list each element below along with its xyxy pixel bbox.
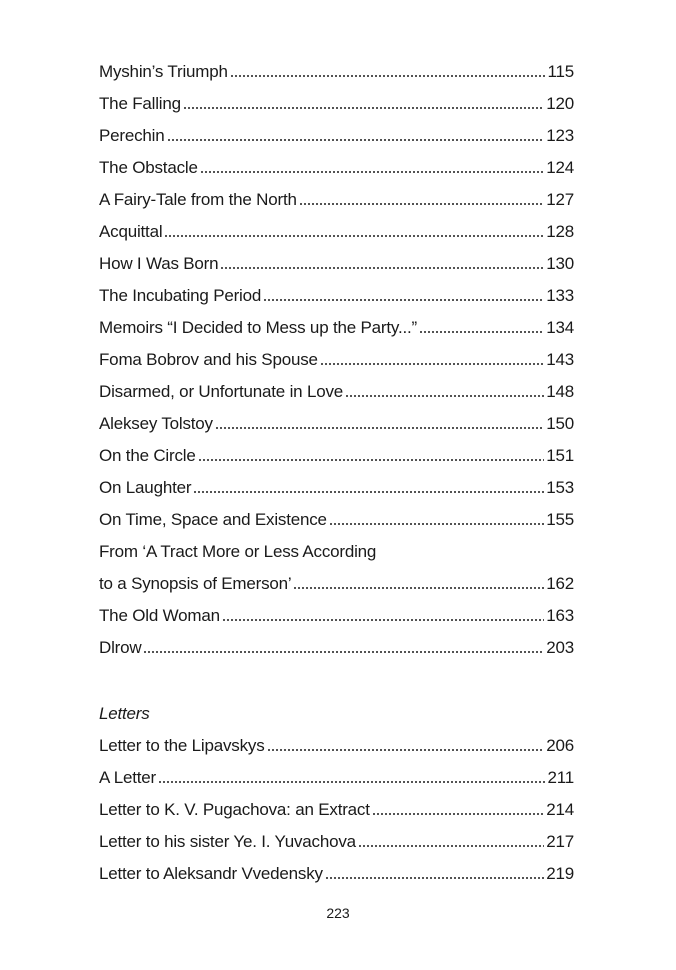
toc-entry-title: Memoirs “I Decided to Mess up the Party...” [99,318,417,337]
toc-entry [99,184,574,216]
toc-entry-title: Dlrow [99,638,142,657]
toc-entry [99,56,574,88]
toc-entry [99,762,574,794]
toc-entry [99,440,574,472]
toc-entry [99,216,574,248]
dot-leader [230,75,546,77]
toc-entry-page: 143 [546,350,574,369]
dot-leader [329,523,544,525]
toc-entry [99,858,574,890]
toc-entry-page: 217 [546,832,574,851]
toc-entry-page: 148 [546,382,574,401]
toc-entry-page: 128 [546,222,574,241]
toc-entry-title: Perechin [99,126,165,145]
toc-entry-page: 127 [546,190,574,209]
toc-entry-page: 155 [546,510,574,529]
toc-entry-title: On Time, Space and Existence [99,510,327,529]
dot-leader [200,171,545,173]
toc-entry-page: 203 [546,638,574,657]
toc-entry-page: 130 [546,254,574,273]
section-spacer [99,664,574,698]
toc-list [99,56,574,664]
toc-entry [99,248,574,280]
toc-entry-title: The Incubating Period [99,286,262,305]
toc-entry-title: A Letter [99,768,156,787]
toc-entry-page: 133 [546,286,574,305]
dot-leader [419,331,544,333]
toc-entry [99,344,574,376]
toc-entry-title: Letter to the Lipavskys [99,736,265,755]
toc-entry-page: 211 [547,768,574,787]
toc-entry [99,826,574,858]
toc-entry-page: 163 [546,606,574,625]
toc-entry-title: Acquittal [99,222,163,241]
toc-entry [99,472,574,504]
toc-entry [99,600,574,632]
toc-entry [99,312,574,344]
toc-entry-title: A Fairy-Tale from the North [99,190,297,209]
dot-leader [198,459,545,461]
dot-leader [325,877,544,879]
table-of-contents [99,56,574,890]
toc-entry [99,376,574,408]
toc-entry-title-line2 [99,568,574,600]
toc-entry-page: 151 [546,446,574,465]
toc-entry-title: From ‘A Tract More or Less According [99,542,377,561]
toc-entry-page: 120 [546,94,574,113]
dot-leader [220,267,544,269]
toc-entry-page: 153 [546,478,574,497]
toc-entry-title: The Old Woman [99,606,220,625]
dot-leader [320,363,544,365]
toc-entry-page: 214 [546,800,574,819]
dot-leader [164,235,544,237]
toc-entry-page: 124 [546,158,574,177]
toc-entry [99,120,574,152]
toc-entry-title: The Falling [99,94,181,113]
dot-leader [263,299,544,301]
dot-leader [222,619,544,621]
toc-entry-title: Foma Bobrov and his Spouse [99,350,318,369]
dot-leader [158,781,545,783]
toc-entry-title: Aleksey Tolstoy [99,414,213,433]
toc-entry-title: The Obstacle [99,158,198,177]
toc-entry-page: 162 [546,574,574,593]
dot-leader [293,587,544,589]
letters-list [99,730,574,890]
toc-entry-page: 115 [547,62,574,81]
toc-entry [99,794,574,826]
toc-entry-title: Myshin’s Triumph [99,62,228,81]
toc-entry-title: to a Synopsis of Emerson’ [99,574,292,593]
toc-entry-page: 134 [546,318,574,337]
section-heading-letters: Letters [99,704,150,723]
toc-entry [99,88,574,120]
toc-entry-page: 123 [546,126,574,145]
toc-entry [99,504,574,536]
dot-leader [372,813,544,815]
toc-entry [99,280,574,312]
toc-entry-title-line1 [99,536,574,568]
page-number: 223 [326,905,350,921]
toc-entry-page: 150 [546,414,574,433]
dot-leader [215,427,544,429]
dot-leader [167,139,545,141]
dot-leader [183,107,544,109]
toc-entry [99,408,574,440]
toc-entry-title: Letter to Aleksandr Vvedensky [99,864,323,883]
toc-entry-page: 206 [546,736,574,755]
dot-leader [267,749,545,751]
dot-leader [345,395,544,397]
toc-entry [99,152,574,184]
toc-entry [99,730,574,762]
toc-entry-title: On Laughter [99,478,192,497]
toc-entry-title: On the Circle [99,446,196,465]
toc-entry [99,632,574,664]
dot-leader [358,845,544,847]
toc-entry-page: 219 [546,864,574,883]
toc-entry-title: Letter to K. V. Pugachova: an Extract [99,800,370,819]
dot-leader [143,651,544,653]
toc-entry-tract [99,536,574,600]
dot-leader [193,491,544,493]
toc-entry-title: How I Was Born [99,254,219,273]
toc-entry-title: Letter to his sister Ye. I. Yuvachova [99,832,356,851]
toc-entry-title: Disarmed, or Unfortunate in Love [99,382,344,401]
dot-leader [299,203,545,205]
